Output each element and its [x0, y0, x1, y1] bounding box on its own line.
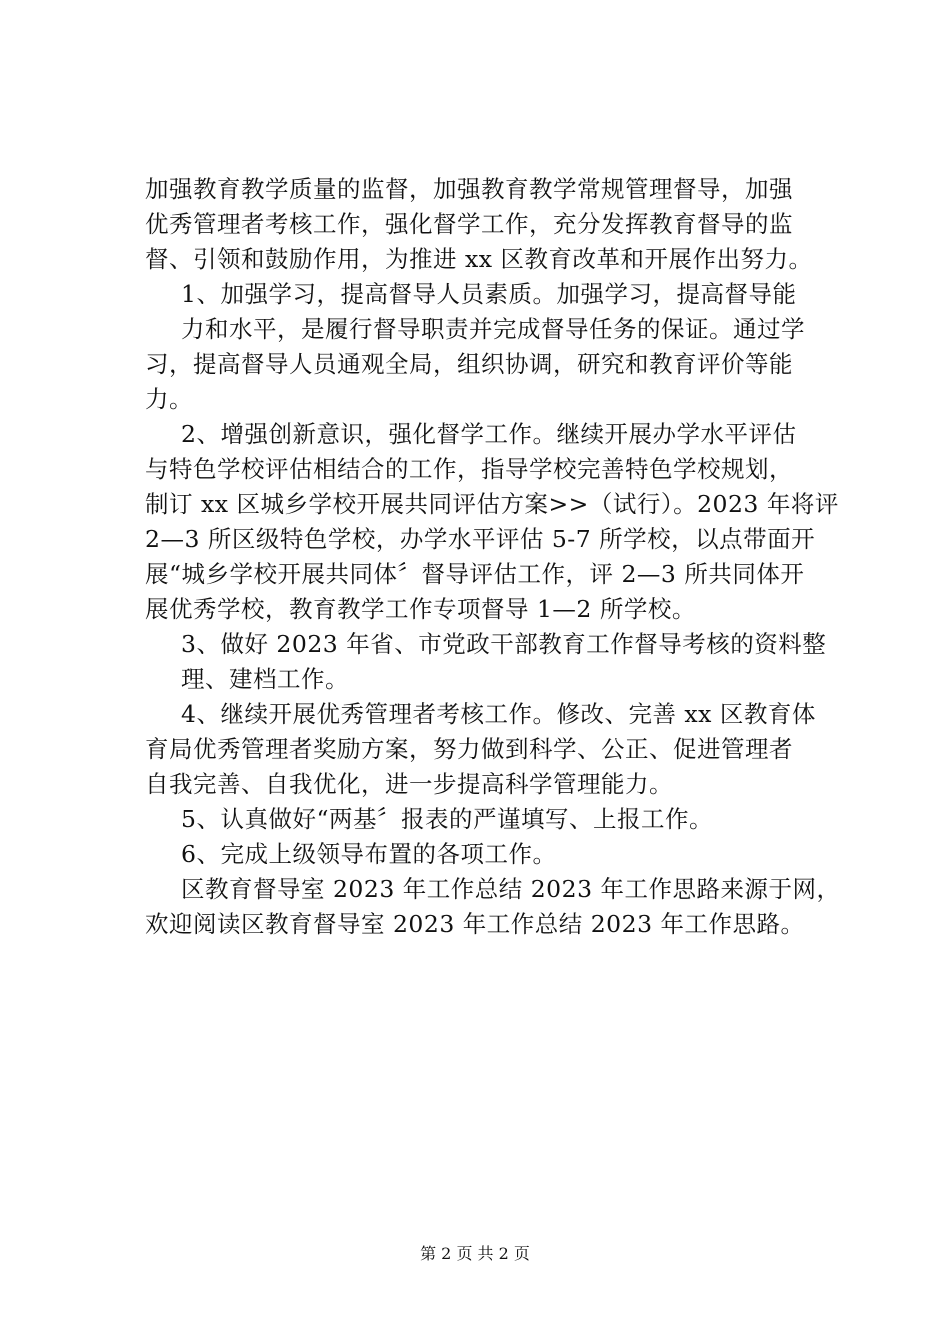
paragraph-line: 育局优秀管理者奖励方案，努力做到科学、公正、促进管理者 — [145, 735, 793, 763]
paragraph-line: 督、引领和鼓励作用，为推进 xx 区教育改革和开展作出努力。 — [145, 245, 813, 273]
paragraph-line: 4、继续开展优秀管理者考核工作。修改、完善 xx 区教育体 — [181, 700, 816, 728]
document-body — [145, 172, 845, 942]
paragraph-line: 1、加强学习，提高督导人员素质。加强学习，提高督导能 — [181, 280, 797, 308]
paragraph-line: 力和水平，是履行督导职责并完成督导任务的保证。通过学 — [181, 315, 805, 343]
paragraph-line: 优秀管理者考核工作，强化督学工作，充分发挥教育督导的监 — [145, 210, 793, 238]
page-number-footer: 第 2 页 共 2 页 — [420, 1244, 530, 1263]
paragraph-line: 2、增强创新意识，强化督学工作。继续开展办学水平评估 — [181, 420, 797, 448]
paragraph-line: 自我完善、自我优化，进一步提高科学管理能力。 — [145, 770, 673, 798]
paragraph-line: 2—3 所区级特色学校，办学水平评估 5-7 所学校，以点带面开 — [145, 525, 816, 553]
paragraph-line: 与特色学校评估相结合的工作，指导学校完善特色学校规划， — [145, 455, 793, 483]
paragraph-line: 力。 — [145, 385, 193, 413]
paragraph-line: 习，提高督导人员通观全局，组织协调，研究和教育评价等能 — [145, 350, 793, 378]
paragraph-line: 制订 xx 区城乡学校开展共同评估方案>>（试行）。2023 年将评 — [145, 490, 839, 518]
paragraph-line: 展优秀学校，教育教学工作专项督导 1—2 所学校。 — [145, 595, 696, 623]
paragraph-line: 5、认真做好“两基〞报表的严谨填写、上报工作。 — [181, 805, 713, 833]
paragraph-line: 3、做好 2023 年省、市党政干部教育工作督导考核的资料整 — [181, 630, 827, 658]
paragraph-line: 展“城乡学校开展共同体〞督导评估工作，评 2—3 所共同体开 — [145, 560, 805, 588]
paragraph-line: 欢迎阅读区教育督导室 2023 年工作总结 2023 年工作思路。 — [145, 910, 805, 938]
paragraph-line: 理、建档工作。 — [181, 665, 349, 693]
paragraph-line: 6、完成上级领导布置的各项工作。 — [181, 840, 557, 868]
paragraph-line: 区教育督导室 2023 年工作总结 2023 年工作思路来源于网， — [181, 875, 841, 903]
paragraph-line: 加强教育教学质量的监督，加强教育教学常规管理督导，加强 — [145, 175, 793, 203]
